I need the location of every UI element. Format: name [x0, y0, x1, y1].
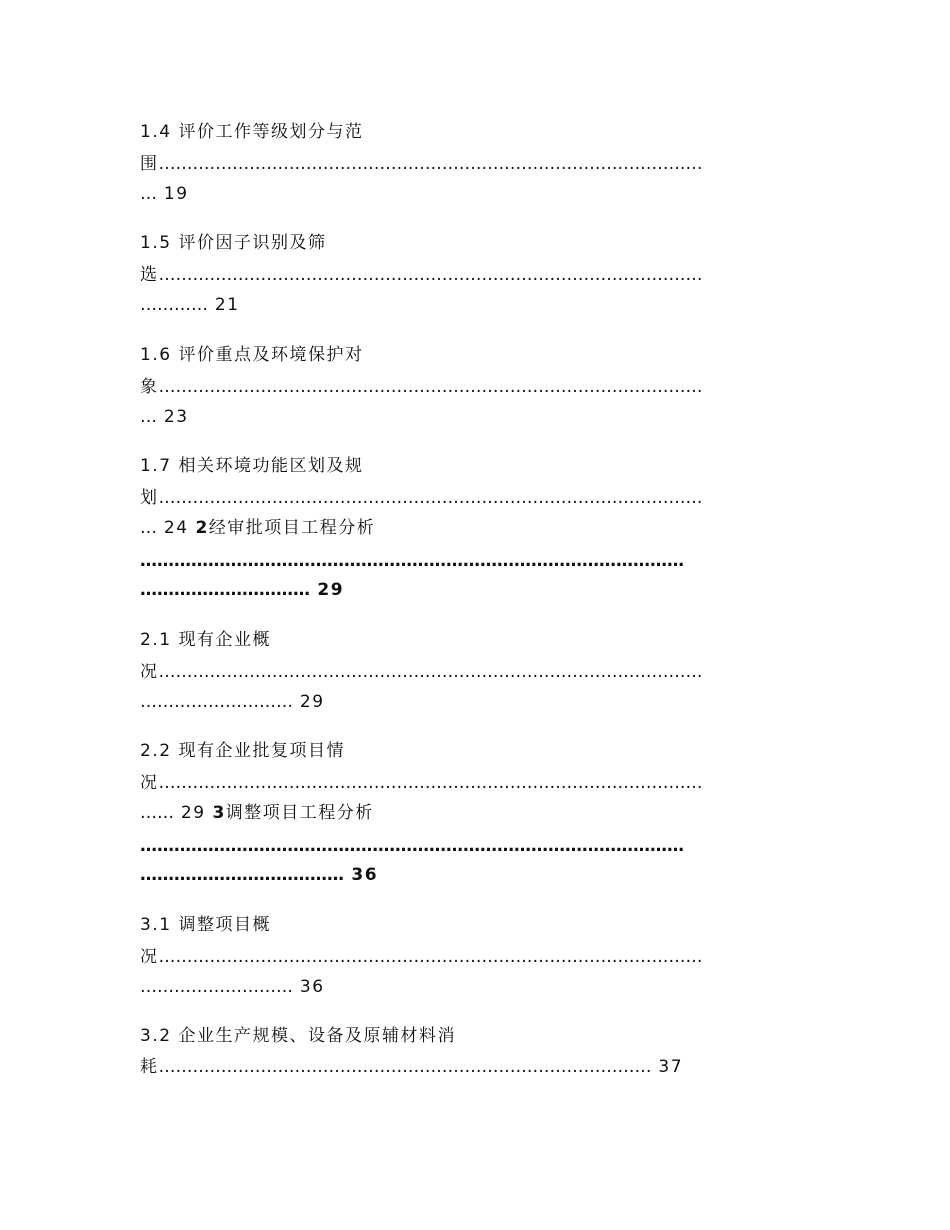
toc-chapter-3-page-line: [140, 864, 378, 886]
toc-entry-1-4-title[interactable]: 1.4 评价工作等级划分与范: [140, 122, 364, 142]
toc-entry-1-6-page-line: [140, 406, 189, 428]
toc-entry-1-6-tail: 象: [140, 377, 159, 397]
toc-entry-1-4-tail: 围: [140, 154, 159, 174]
leader-dots: ……: [140, 803, 174, 823]
leader-dots: ……………………………………………………………………………………: [158, 488, 703, 508]
toc-chapter-3-number[interactable]: 3: [212, 803, 226, 823]
toc-entry-2-2-page[interactable]: 29: [180, 803, 206, 823]
toc-entry-3-2-tail: 耗: [140, 1057, 159, 1077]
leader-dots: …: [140, 184, 157, 204]
toc-entry-1-6-title[interactable]: 1.6 评价重点及环境保护对: [140, 345, 364, 365]
toc-entry-1-5-page[interactable]: 21: [214, 295, 240, 315]
toc-entry-2-1-page-line: [140, 691, 325, 713]
toc-entry-3-2-page[interactable]: 37: [658, 1057, 684, 1077]
leader-dots: …………: [140, 295, 208, 315]
leader-dots: …: [140, 407, 157, 427]
toc-entry-2-1-leader: [140, 661, 703, 683]
toc-entry-1-7-tail: 划: [140, 488, 159, 508]
leader-dots: ……………………………………………………………………………………: [158, 773, 703, 793]
toc-chapter-2-number[interactable]: 2: [195, 518, 209, 538]
leader-dots: ……………………………………………………………………………………: [140, 836, 684, 856]
leader-dots: ……………………………………………………………………………………: [158, 265, 703, 285]
toc-chapter-2-page[interactable]: 29: [317, 580, 345, 600]
toc-entry-1-4-leader: [140, 153, 703, 175]
toc-entry-3-1-page[interactable]: 36: [299, 977, 325, 997]
toc-chapter-3-leader: [140, 835, 684, 857]
toc-entry-2-1-page[interactable]: 29: [299, 692, 325, 712]
toc-entry-1-4-page-line: [140, 183, 189, 205]
toc-entry-1-5-page-line: [140, 294, 240, 316]
leader-dots: ……………………………………………………………………………………: [140, 551, 684, 571]
toc-entry-3-1-leader: [140, 946, 703, 968]
leader-dots: ………………………: [140, 977, 293, 997]
toc-entry-2-2-leader: [140, 772, 703, 794]
toc-entry-1-5-leader: [140, 264, 703, 286]
toc-entry-3-1-page-line: [140, 976, 325, 998]
toc-entry-2-1-tail: 况: [140, 662, 159, 682]
toc-entry-3-2-title[interactable]: 3.2 企业生产规模、设备及原辅材料消: [140, 1026, 456, 1046]
toc-entry-1-7-page[interactable]: 24: [163, 518, 189, 538]
leader-dots: …………………………: [140, 580, 310, 600]
toc-entry-1-7-leader: [140, 487, 703, 509]
toc-chapter-2-title[interactable]: 经审批项目工程分析: [208, 518, 376, 538]
toc-entry-1-4-page[interactable]: 19: [163, 184, 189, 204]
leader-dots: ………………………………: [140, 865, 344, 885]
toc-chapter-2-page-line: [140, 579, 344, 601]
toc-entry-2-2-page-line: [140, 802, 374, 824]
toc-entry-1-5-tail: 选: [140, 265, 159, 285]
toc-entry-2-2-tail: 况: [140, 773, 159, 793]
leader-dots: ………………………: [140, 692, 293, 712]
leader-dots: …: [140, 518, 157, 538]
leader-dots: ……………………………………………………………………………………: [158, 377, 703, 397]
toc-entry-3-1-tail: 况: [140, 947, 159, 967]
toc-entry-1-6-leader: [140, 376, 703, 398]
toc-entry-2-2-title[interactable]: 2.2 现有企业批复项目情: [140, 741, 345, 761]
leader-dots: ……………………………………………………………………………………: [158, 947, 703, 967]
toc-entry-3-1-title[interactable]: 3.1 调整项目概: [140, 915, 271, 935]
toc-chapter-2-leader: [140, 550, 684, 572]
toc-entry-1-7-title[interactable]: 1.7 相关环境功能区划及规: [140, 456, 364, 476]
toc-entry-1-6-page[interactable]: 23: [163, 407, 189, 427]
toc-entry-3-2-leader: [140, 1056, 683, 1078]
leader-dots: ……………………………………………………………………………………: [158, 154, 703, 174]
toc-chapter-3-title[interactable]: 调整项目工程分析: [225, 803, 374, 823]
leader-dots: ……………………………………………………………………………………: [158, 662, 703, 682]
toc-chapter-3-page[interactable]: 36: [351, 865, 379, 885]
toc-entry-1-5-title[interactable]: 1.5 评价因子识别及筛: [140, 233, 327, 253]
leader-dots: ……………………………………………………………………………: [158, 1057, 652, 1077]
toc-entry-1-7-page-line: [140, 517, 375, 539]
toc-entry-2-1-title[interactable]: 2.1 现有企业概: [140, 630, 271, 650]
